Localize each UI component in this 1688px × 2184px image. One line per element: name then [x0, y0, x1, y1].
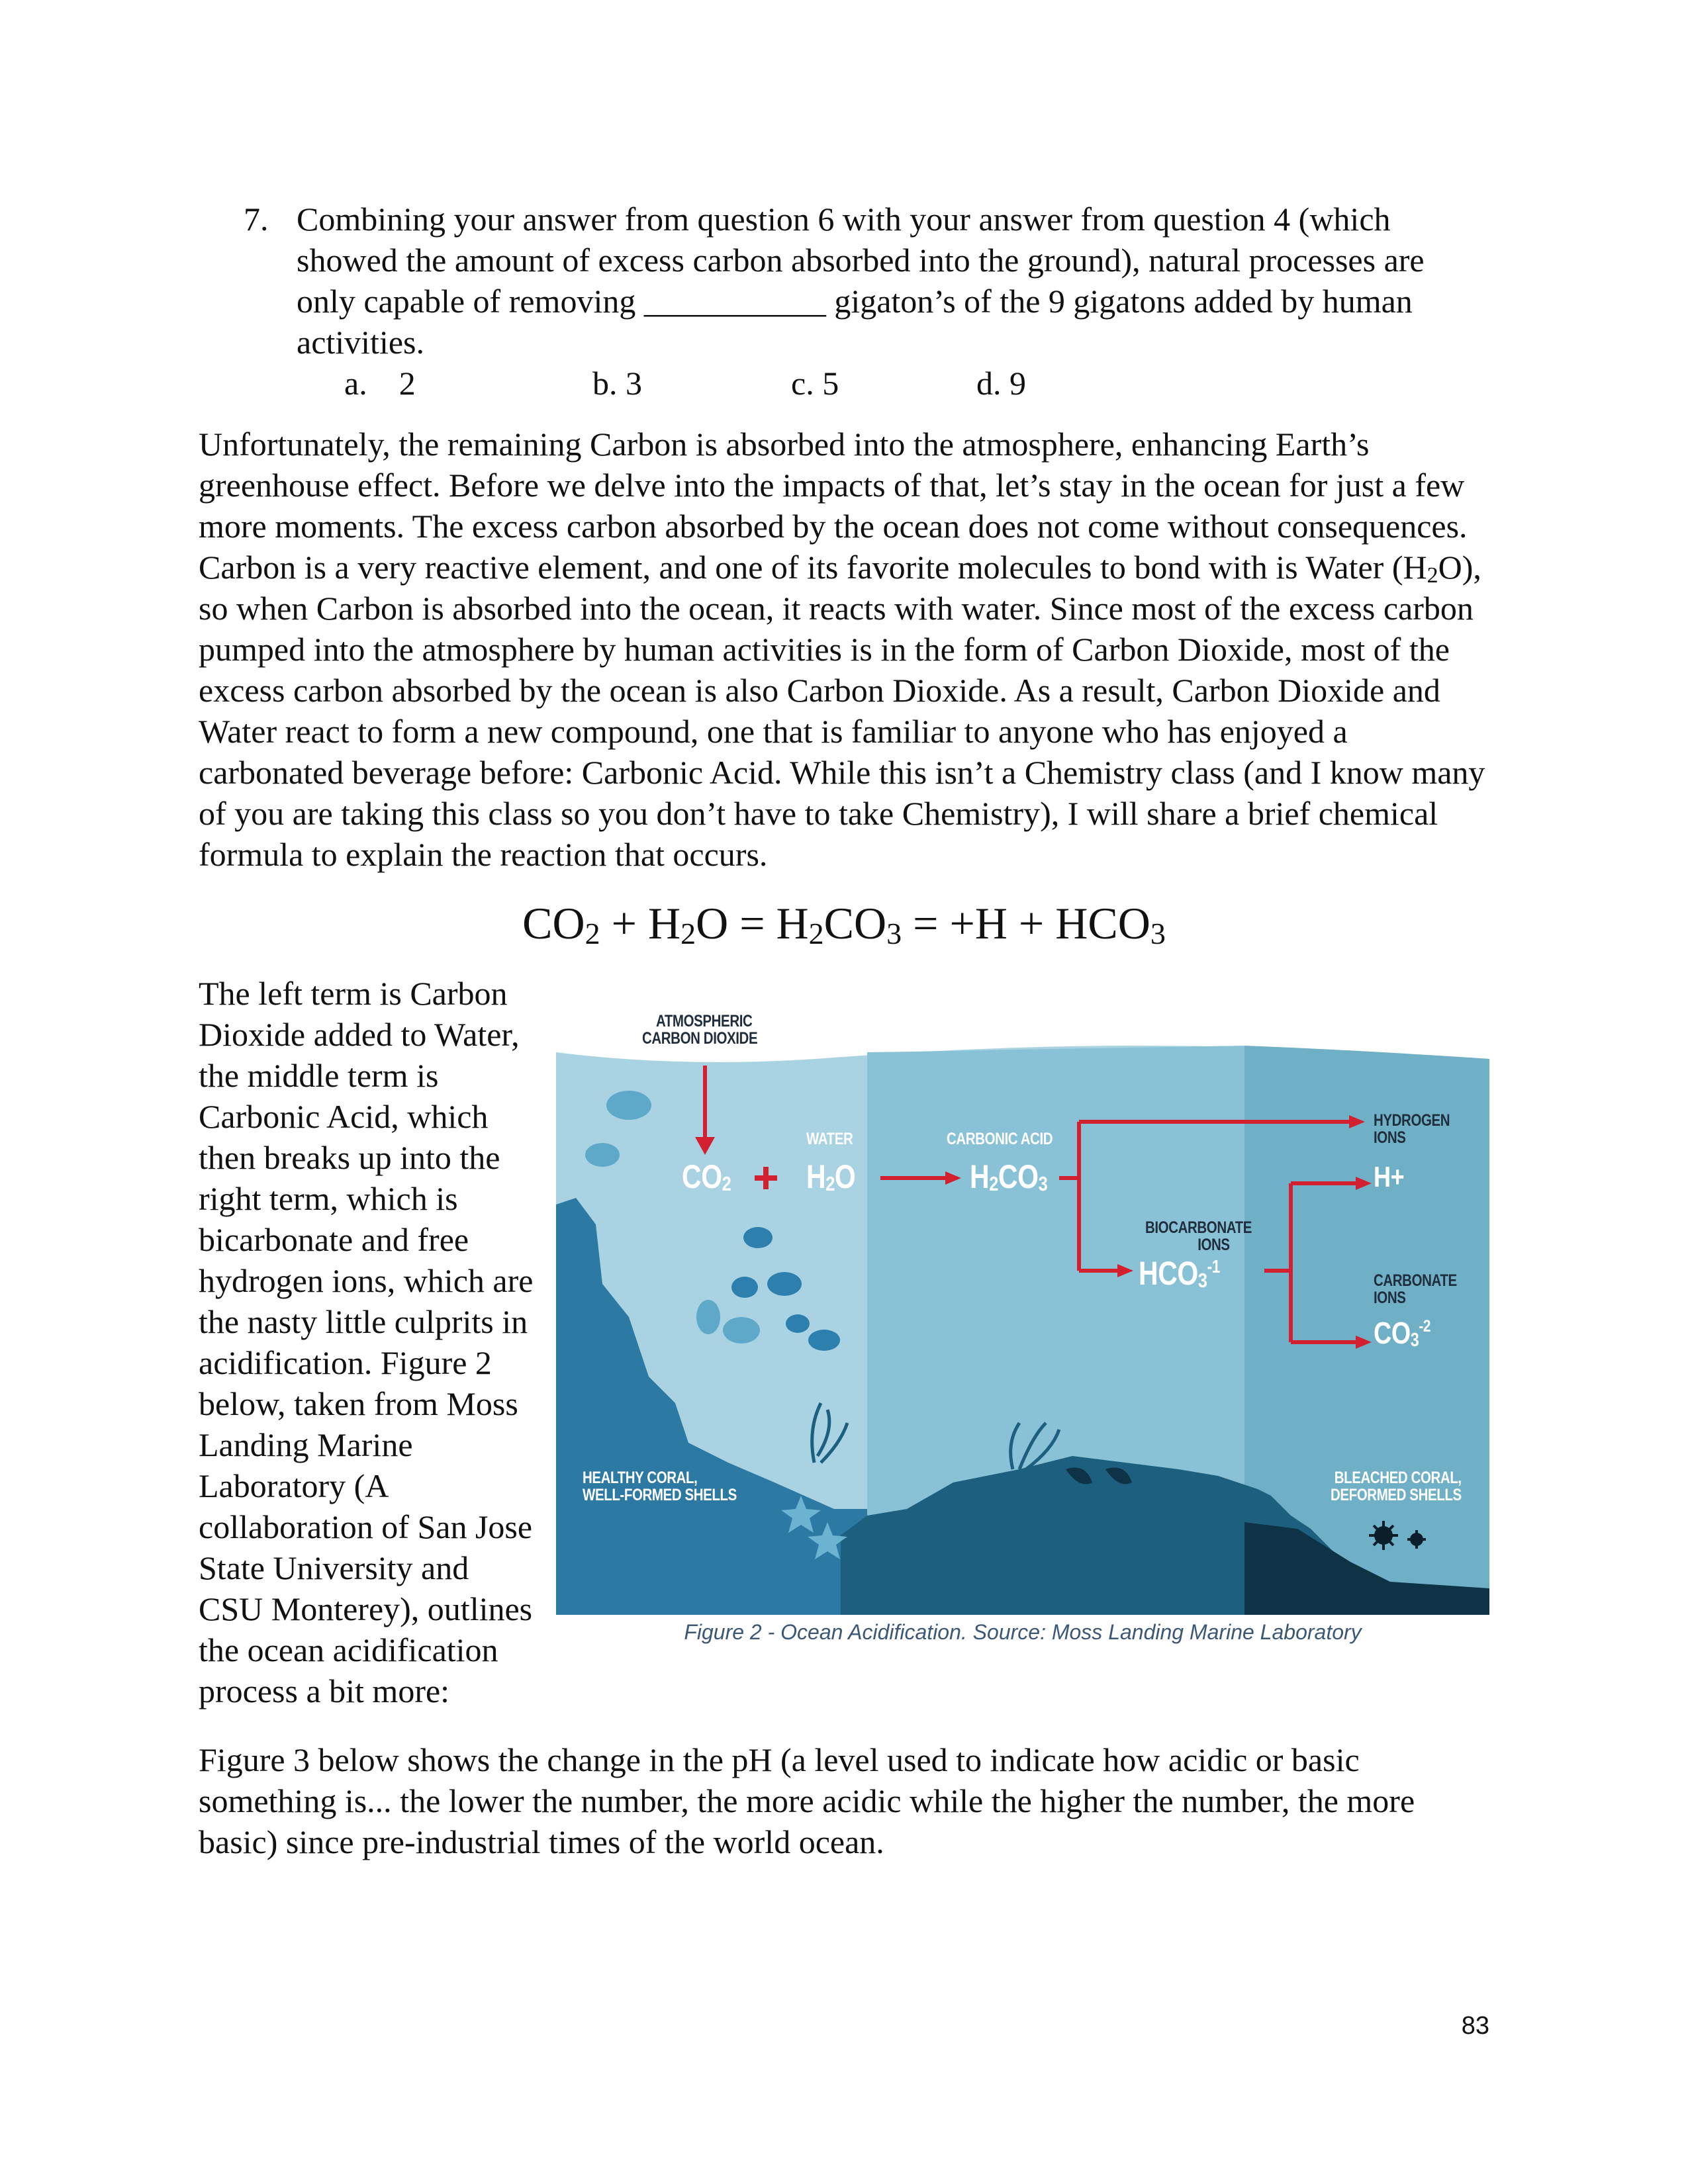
question-text: [297, 199, 1501, 363]
side-line: the ocean acidification: [199, 1631, 498, 1668]
side-line: then breaks up into the: [199, 1139, 500, 1176]
side-line: the nasty little culprits in: [199, 1303, 528, 1340]
option-value: 2: [399, 365, 416, 402]
paragraph-line: of you are taking this class so you don’t have to take Chemistry), I will share a brief chemical: [199, 795, 1438, 832]
label-h-plus: H+: [1374, 1161, 1405, 1193]
paragraph-line: more moments. The excess carbon absorbed by the ocean does not come without consequences.: [199, 508, 1468, 545]
paragraph-line: excess carbon absorbed by the ocean is also Carbon Dioxide. As a result, Carbon Dioxide and: [199, 672, 1440, 709]
side-line: CSU Monterey), outlines: [199, 1590, 533, 1627]
label-co3: $CO_3^{-2}$: [1374, 1316, 1430, 1351]
side-line: right term, which is: [199, 1180, 458, 1217]
paragraph-line: pumped into the atmosphere by human activities is in the form of Carbon Dioxide, most of the: [199, 631, 1450, 668]
side-line: State University and: [199, 1549, 469, 1586]
paragraph-line: Unfortunately, the remaining Carbon is absorbed into the atmosphere, enhancing Earth’s: [199, 426, 1370, 463]
figure-illustration: [556, 1006, 1489, 1615]
label-water: WATER: [806, 1130, 853, 1148]
figure-caption: Figure 2 - Ocean Acidification. Source: Moss Landing Marine Laboratory: [684, 1620, 1362, 1644]
paragraph-line: greenhouse effect. Before we delve into the impacts of that, let’s stay in the ocean for just a few: [199, 467, 1465, 504]
side-paragraph: [199, 973, 543, 1711]
paragraph-line: carbonated beverage before: Carbonic Acid. While this isn’t a Chemistry class (and I know many: [199, 754, 1485, 791]
side-line: the middle term is: [199, 1057, 439, 1094]
side-line: acidification. Figure 2: [199, 1344, 492, 1381]
label-atmospheric: ATMOSPHERIC CARBON DIOXIDE: [642, 1012, 758, 1048]
side-line: collaboration of San Jose: [199, 1508, 533, 1545]
closing-paragraph: [199, 1739, 1496, 1862]
paragraph-line: Carbon is a very reactive element, and one of its favorite molecules to bond with is Water $(H_2O)$,: [199, 549, 1481, 588]
label-co2: $CO_2$: [682, 1158, 731, 1195]
question-line: activities.: [297, 324, 424, 361]
page-number: 83: [1461, 2012, 1489, 2040]
option-letter: a.: [344, 365, 367, 402]
label-carbonate: CARBONATE IONS: [1374, 1271, 1457, 1308]
side-line: Landing Marine: [199, 1426, 413, 1463]
side-line: bicarbonate and free: [199, 1221, 469, 1258]
label-hco3: $HCO_3^{-1}$: [1139, 1255, 1220, 1292]
answer-option-d: d. 9: [976, 365, 1026, 402]
label-h2o: $H_2O$: [806, 1158, 856, 1195]
ocean-acidification-figure: [556, 1006, 1489, 1615]
question-line: Combining your answer from question 6 with your answer from question 4 (which: [297, 201, 1391, 238]
paragraph-line: Figure 3 below shows the change in the pH (a level used to indicate how acidic or basic: [199, 1741, 1360, 1778]
label-hydrogen: HYDROGEN IONS: [1374, 1111, 1450, 1148]
label-h2co3: $H_2CO_3$: [970, 1158, 1048, 1195]
paragraph-line: Water react to form a new compound, one that is familiar to anyone who has enjoyed a: [199, 713, 1348, 750]
question-line: showed the amount of excess carbon absorbed into the ground), natural processes are: [297, 242, 1425, 279]
side-line: Dioxide added to Water,: [199, 1016, 520, 1053]
question-number: 7.: [244, 201, 269, 238]
answer-option-a: [344, 363, 416, 404]
question-line: only capable of removing ___________ gigaton’s of the 9 gigatons added by human: [297, 283, 1413, 320]
label-bleached-coral: BLEACHED CORAL, DEFORMED SHELLS: [1331, 1469, 1462, 1505]
side-line: The left term is Carbon: [199, 975, 508, 1012]
label-biocarbonate: BIOCARBONATE IONS: [1145, 1218, 1252, 1255]
paragraph-line: formula to explain the reaction that occurs.: [199, 836, 768, 873]
paragraph-line: something is... the lower the number, the more acidic while the higher the number, the more: [199, 1782, 1415, 1819]
side-line: hydrogen ions, which are: [199, 1262, 534, 1299]
paragraph-line: basic) since pre-industrial times of the world ocean.: [199, 1823, 884, 1860]
label-carbonic-acid: CARBONIC ACID: [947, 1130, 1053, 1148]
answer-option-c: c. 5: [791, 365, 839, 402]
side-line: Carbonic Acid, which: [199, 1098, 489, 1135]
answer-option-b: b. 3: [592, 365, 642, 402]
body-paragraph: [199, 424, 1496, 875]
side-line: process a bit more:: [199, 1672, 450, 1709]
chemical-equation: $CO_2 + H_2O = H_2CO_3 = +H + HCO_3$: [522, 898, 1166, 950]
paragraph-line: so when Carbon is absorbed into the ocean, it reacts with water. Since most of the excess carbon: [199, 590, 1474, 627]
label-healthy-coral: HEALTHY CORAL, WELL-FORMED SHELLS: [583, 1469, 737, 1505]
side-line: Laboratory (A: [199, 1467, 389, 1504]
side-line: below, taken from Moss: [199, 1385, 518, 1422]
